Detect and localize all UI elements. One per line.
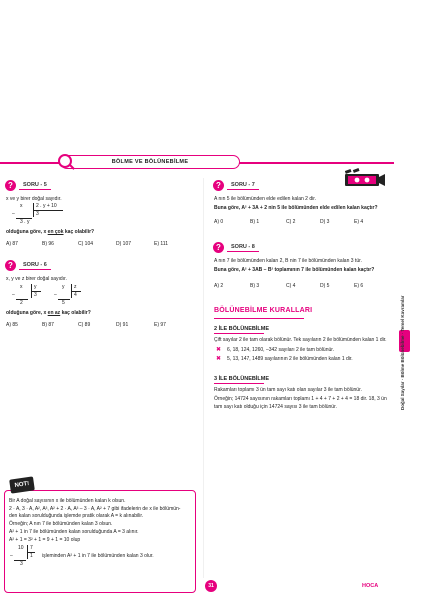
bullet-icon: ✖	[216, 356, 222, 362]
note-line-1: Bir A doğal sayısının x ile bölümünden kalan k olsun.	[9, 498, 126, 504]
option-e[interactable]: E) 97	[154, 322, 166, 328]
dividend: x	[20, 203, 23, 209]
note-line-5: A² + 1 in 7 ile bölümünden kalan sorulduğunda A = 3 alınır.	[9, 529, 139, 535]
question-6-prompt: olduğuna göre, x en az kaç olabilir?	[6, 310, 91, 316]
question-6-label: SORU - 6	[19, 261, 51, 270]
magnifier-icon	[58, 154, 72, 168]
option-b[interactable]: B) 87	[42, 322, 54, 328]
rule-3-desc: Rakamları toplamı 3 ün tam sayı katı olan sayılar 3 ile tam bölünür.	[214, 387, 362, 393]
option-a[interactable]: A) 87	[6, 241, 18, 247]
question-7-label: SORU - 7	[227, 181, 259, 190]
question-7-options	[214, 219, 363, 225]
question-8-label: SORU - 8	[227, 243, 259, 252]
question-mark-icon: ?	[213, 242, 224, 253]
question-mark-icon: ?	[213, 180, 224, 191]
option-c[interactable]: C) 4	[286, 283, 296, 289]
option-d[interactable]: D) 91	[116, 322, 129, 328]
rule-3-underline	[214, 383, 264, 384]
option-e[interactable]: E) 6	[354, 283, 364, 289]
option-e[interactable]: E) 111	[154, 241, 168, 247]
option-a[interactable]: A) 85	[6, 322, 18, 328]
question-6-options	[6, 322, 166, 328]
rules-title: BÖLÜNEBİLME KURALLARI	[214, 307, 313, 314]
question-mark-icon: ?	[5, 180, 16, 191]
option-b[interactable]: B) 3	[250, 283, 260, 289]
publisher-logo: HOCA	[362, 583, 379, 589]
option-d[interactable]: D) 107	[116, 241, 132, 247]
question-8-options	[214, 283, 363, 289]
question-7-line-1: A nın 5 ile bölümünden elde edilen kalan 2 dir.	[214, 196, 317, 202]
rule-2-example-1: ✖ 6, 18, 124, 1260, –342 sayıları 2 ile tam bölünür.	[216, 346, 335, 353]
note-line-6: A² + 1 = 3² + 1 = 9 + 1 = 10 olup	[9, 537, 81, 543]
question-6-intro: x, y ve z birer doğal sayıdır.	[6, 276, 67, 282]
option-a[interactable]: A) 0	[214, 219, 224, 225]
column-divider	[203, 178, 204, 578]
question-6-division-1: x y 3 – 2	[12, 284, 58, 308]
question-5-intro: x ve y birer doğal sayıdır.	[6, 196, 62, 202]
rule-2-underline	[214, 333, 264, 334]
note-badge: NOT!	[9, 476, 35, 493]
note-line-2: 2 · A, 3 · A, A², A³, A² + 2 · A, A³ – 3 · A, A² + 7 gibi ifadelerin de x ile bölümün-	[9, 506, 181, 512]
option-b[interactable]: B) 96	[42, 241, 54, 247]
note-division: 10 7 1 – 3	[10, 545, 40, 569]
remainder: 3 . y	[20, 219, 30, 225]
question-5-header	[5, 180, 51, 191]
note-conclusion: işleminden A² + 1 in 7 ile bölümünden kalan 3 olur.	[42, 553, 154, 559]
note-line-3: den kalan sorulduğunda işlemde pratik olarak A = k alınabilir.	[9, 513, 144, 519]
question-6-header	[5, 260, 51, 271]
rule-3-example-1: Örneğin; 14724 sayısının rakamları toplamı 1 + 4 + 7 + 2 + 4 = 18 dir. 18, 3 ün	[214, 396, 387, 402]
question-5-prompt: olduğuna göre, x en çok kaç olabilir?	[6, 229, 95, 235]
question-7-header	[213, 180, 259, 191]
option-c[interactable]: C) 89	[78, 322, 91, 328]
rule-2-desc: Çift sayılar 2 ile tam olarak bölünür. Tek sayıların 2 ile bölümünden kalan 1 dir.	[214, 337, 387, 343]
question-8-header	[213, 242, 259, 253]
page-number: 31	[205, 580, 217, 592]
option-c[interactable]: C) 2	[286, 219, 296, 225]
rules-title-underline	[214, 318, 304, 319]
option-e[interactable]: E) 4	[354, 219, 364, 225]
divisor: 3	[36, 211, 39, 217]
option-c[interactable]: C) 104	[78, 241, 94, 247]
option-a[interactable]: A) 2	[214, 283, 224, 289]
option-d[interactable]: D) 3	[320, 219, 330, 225]
question-5-label: SORU - 5	[19, 181, 51, 190]
option-b[interactable]: B) 1	[250, 219, 260, 225]
question-6-division-2: y z 4 – 5	[54, 284, 94, 308]
rule-2-title: 2 İLE BÖLÜNEBİLME	[214, 326, 270, 332]
option-d[interactable]: D) 5	[320, 283, 330, 289]
question-8-line-2: Buna göre, A² + 3AB – B² toplamının 7 ile bölümünden kalan kaçtır?	[214, 267, 375, 273]
note-line-4: Örneğin; A nın 7 ile bölümünden kalan 3 olsun.	[9, 521, 113, 527]
side-chapter-label: Doğal Sayılar · Bölme Bölünebilme · Temel Kavramlar	[400, 295, 405, 410]
rule-2-example-2: ✖ 5, 13, 147, 1489 sayılarının 2 ile bölümünden kalan 1 dir.	[216, 355, 353, 362]
question-5-division: x 2 . y + 10 3 – 3 . y	[12, 203, 82, 229]
quotient: 2 . y + 10	[36, 203, 57, 209]
film-reel-icon	[345, 168, 385, 188]
question-8-line-1: A nın 7 ile bölümünden kalan 2, B nin 7 ile bölümünden kalan 3 tür.	[214, 258, 362, 264]
question-7-line-2: Buna göre, A² + 3A + 2 nin 5 ile bölümünden elde edilen kalan kaçtır?	[214, 205, 378, 211]
question-5-options	[6, 241, 168, 247]
bullet-icon: ✖	[216, 347, 222, 353]
question-mark-icon: ?	[5, 260, 16, 271]
page-title: BÖLME VE BÖLÜNEBİLME	[60, 155, 240, 169]
rule-3-title: 3 İLE BÖLÜNEBİLME	[214, 376, 270, 382]
rule-3-example-2: tam sayı katı olduğu için 14724 sayısı 3 ile tam bölünür.	[214, 404, 337, 410]
